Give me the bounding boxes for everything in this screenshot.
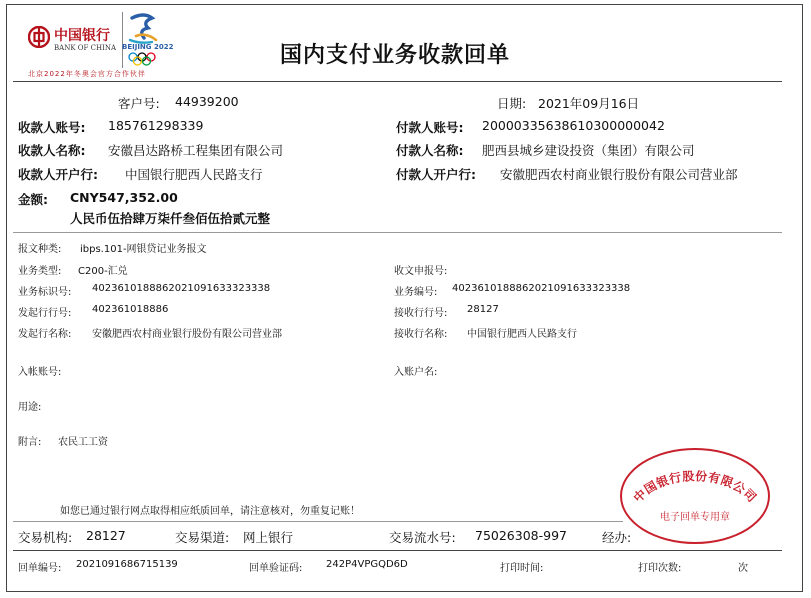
origin-bank-name-label: 发起行名称:	[18, 329, 72, 340]
biz-no-label: 业务编号:	[394, 287, 438, 298]
biz-id-value: 4023610188862021091633323338	[92, 283, 271, 294]
electronic-receipt-stamp	[620, 448, 770, 544]
trans-org-value: 28127	[86, 528, 126, 543]
stamp-arc-text	[620, 448, 770, 544]
payee-name-label: 收款人名称:	[18, 143, 86, 158]
stamp-purpose-text: 电子回单专用章	[660, 512, 730, 523]
svg-text:中国银行股份有限公司	[630, 468, 759, 505]
payee-name-value: 安徽昌达路桥工程集团有限公司	[108, 143, 284, 158]
recv-bank-no-value: 28127	[467, 304, 499, 315]
olympic-emblem	[122, 10, 174, 66]
header-divider	[13, 81, 782, 82]
postscript-value: 农民工工资	[58, 437, 108, 448]
recv-bank-name-label: 接收行名称:	[394, 329, 448, 340]
payer-name-value: 肥西县城乡建设投资（集团）有限公司	[482, 143, 695, 158]
payee-bank-value: 中国银行肥西人民路支行	[125, 167, 263, 182]
page-title: 国内支付业务收款回单	[280, 42, 511, 68]
biz-type-label: 业务类型:	[18, 266, 62, 277]
trans-handler-label: 经办:	[602, 530, 632, 545]
payer-account-value: 20000335638610300000042	[482, 118, 665, 133]
print-count-label: 打印次数:	[638, 563, 682, 574]
amount-in-words: 人民币伍拾肆万柒仟叁佰伍拾贰元整	[70, 211, 271, 226]
date-label: 日期:	[497, 96, 527, 111]
origin-bank-name-value: 安徽肥西农村商业银行股份有限公司营业部	[92, 329, 282, 340]
footer-divider	[13, 550, 782, 551]
recv-bank-no-label: 接收行行号:	[394, 308, 448, 319]
trans-serial-label: 交易流水号:	[389, 530, 456, 545]
notice-text: 如您已通过银行网点取得相应纸质回单，请注意核对，勿重复记账！	[60, 506, 360, 517]
recv-bank-name-value: 中国银行肥西人民路支行	[467, 329, 577, 340]
trans-org-label: 交易机构:	[18, 530, 73, 545]
amount-value: CNY547,352.00	[70, 190, 178, 205]
payer-account-label: 付款人账号:	[396, 120, 464, 135]
sponsor-line: 北京2022年冬奥会官方合作伙伴	[28, 70, 146, 78]
payer-bank-label: 付款人开户行:	[396, 167, 476, 182]
customer-no-label: 客户号:	[118, 96, 160, 111]
receipt-no-value: 2021091686715139	[76, 559, 178, 570]
biz-type-value: C200-汇兑	[78, 266, 128, 277]
stamp-org-text: 中国银行股份有限公司	[630, 469, 760, 506]
biz-no-value: 4023610188862021091633323338	[452, 283, 631, 294]
bank-logo	[28, 24, 128, 62]
amount-label: 金额:	[18, 192, 48, 207]
origin-bank-no-value: 402361018886	[92, 304, 169, 315]
trans-channel-label: 交易渠道:	[175, 530, 230, 545]
payee-account-value: 185761298339	[108, 118, 204, 133]
msg-type-value: ibps.101-网银贷记业务报文	[80, 244, 207, 255]
receipt-no-label: 回单编号:	[18, 563, 62, 574]
print-count-unit: 次	[738, 563, 748, 574]
amount-divider	[13, 232, 782, 233]
biz-id-label: 业务标识号:	[18, 287, 72, 298]
origin-bank-no-label: 发起行行号:	[18, 308, 72, 319]
verify-code-label: 回单验证码:	[249, 563, 303, 574]
olympic-text: BEIJING 2022	[122, 43, 174, 51]
in-account-name-label: 入账户名:	[394, 367, 438, 378]
payee-account-label: 收款人账号:	[18, 120, 86, 135]
purpose-label: 用途:	[18, 402, 42, 413]
olympic-rings-icon	[126, 52, 166, 66]
payer-name-label: 付款人名称:	[396, 143, 464, 158]
bank-name-cn: 中国银行	[54, 28, 110, 44]
bank-name-en: BANK OF CHINA	[54, 44, 117, 52]
in-account-label: 入帐账号:	[18, 367, 62, 378]
print-time-label: 打印时间:	[500, 563, 544, 574]
trans-serial-value: 75026308-997	[475, 528, 567, 543]
trans-channel-value: 网上银行	[243, 530, 294, 545]
msg-type-label: 报文种类:	[18, 244, 62, 255]
boc-emblem-icon	[28, 26, 50, 48]
receipt-app-no-label: 收文申报号:	[394, 266, 448, 277]
payee-bank-label: 收款人开户行:	[18, 167, 98, 182]
transaction-top-divider	[13, 521, 623, 522]
date-value: 2021年09月16日	[538, 96, 640, 111]
customer-no-value: 44939200	[175, 94, 239, 109]
payer-bank-value: 安徽肥西农村商业银行股份有限公司营业部	[500, 167, 738, 182]
postscript-label: 附言:	[18, 437, 42, 448]
verify-code-value: 242P4VPGQD6D	[326, 559, 408, 570]
